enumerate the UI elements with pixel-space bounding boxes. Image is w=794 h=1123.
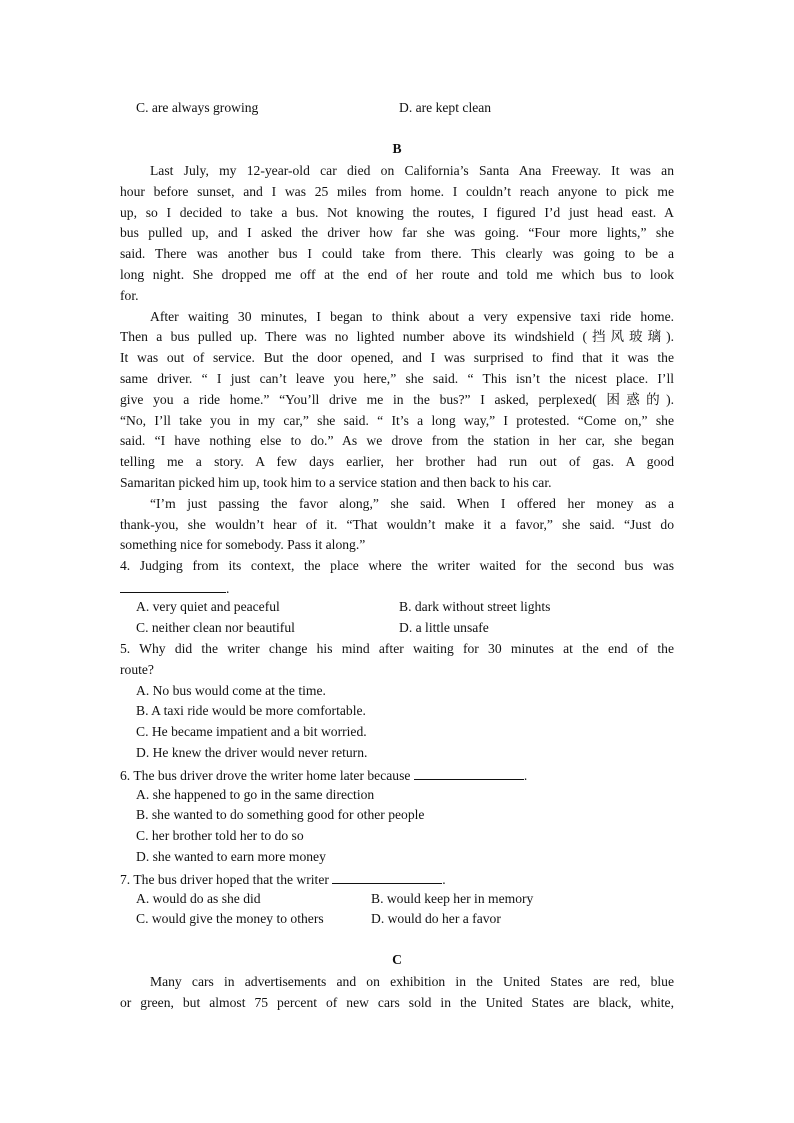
- question-5-option-b: B. A taxi ride would be more comfortable.: [136, 703, 366, 718]
- passage-b-line: thank-you, she wouldn’t hear of it. “That wouldn’t make it a favor,” she said. “Just do: [120, 517, 674, 532]
- question-5-stem-cont: route?: [120, 662, 154, 677]
- stem-tail: .: [442, 872, 446, 887]
- question-4-stem: 4. Judging from its context, the place where the writer waited for the second bus was: [120, 558, 674, 573]
- question-7-option-b: B. would keep her in memory: [371, 891, 534, 906]
- question-7-stem: 7. The bus driver hoped that the writer: [120, 872, 329, 887]
- question-6-option-a: A. she happened to go in the same direction: [136, 787, 375, 802]
- passage-b-line: said. “I have nothing else to do.” As we drove from the station in her car, she began: [120, 433, 674, 448]
- passage-b-line: Then a bus pulled up. There was no lighted number above its windshield (挡风玻璃).: [120, 329, 674, 344]
- answer-blank: [414, 767, 524, 780]
- passage-b-line: It was out of service. But the door opened, and I was surprised to find that it was the: [120, 350, 674, 365]
- question-6-stem: 6. The bus driver drove the writer home later because: [120, 768, 411, 783]
- passage-b-line: said. There was another bus I could take from there. This clearly was going to be a: [120, 246, 674, 261]
- stem-tail: .: [523, 768, 528, 783]
- passage-b-line: Samaritan picked him up, took him to a service station and then back to his car.: [120, 475, 552, 490]
- passage-b-line: give you a ride home.” “You’ll drive me in the bus?” I asked, perplexed( 困惑的).: [120, 392, 674, 407]
- option-d: D. are kept clean: [399, 100, 492, 115]
- passage-b-line: bus pulled up, and I asked the driver how far she was going. “Four more lights,” she: [120, 225, 674, 240]
- answer-blank: [332, 871, 442, 884]
- question-7-option-c: C. would give the money to others: [136, 911, 324, 926]
- question-5-stem: 5. Why did the writer change his mind after waiting for 30 minutes at the end of the: [120, 641, 674, 656]
- question-5-option-d: D. He knew the driver would never return.: [136, 745, 368, 760]
- question-7-option-d: D. would do her a favor: [371, 911, 501, 926]
- question-6-stem-line: [120, 767, 527, 783]
- passage-b-line: “No, I’ll take you in my car,” she said. “ It’s a long way,” I protested. “Come on,” she: [120, 413, 674, 428]
- passage-c-line: Many cars in advertisements and on exhibition in the United States are red, blue: [150, 974, 674, 989]
- answer-blank: [120, 580, 226, 593]
- question-4-option-b: B. dark without street lights: [399, 599, 551, 614]
- option-c: C. are always growing: [136, 100, 259, 115]
- question-4-blank: [120, 580, 229, 596]
- question-4-option-c: C. neither clean nor beautiful: [136, 620, 295, 635]
- passage-b-line: up, so I decided to take a bus. Not knowing the routes, I figured I’d just head east. A: [120, 205, 674, 220]
- question-7-stem-line: [120, 871, 446, 887]
- passage-b-line: something nice for somebody. Pass it along.”: [120, 537, 366, 552]
- question-6-option-d: D. she wanted to earn more money: [136, 849, 326, 864]
- passage-b-line: for.: [120, 288, 139, 303]
- passage-c-line: or green, but almost 75 percent of new cars sold in the United States are black, white,: [120, 995, 674, 1010]
- question-7-option-a: A. would do as she did: [136, 891, 261, 906]
- passage-b-line: “I’m just passing the favor along,” she said. When I offered her money as a: [150, 496, 674, 511]
- passage-b-line: same driver. “ I just can’t leave you here,” she said. “ This isn’t the nicest place. I’ll: [120, 371, 674, 386]
- passage-b-line: After waiting 30 minutes, I began to think about a very expensive taxi ride home.: [150, 309, 674, 324]
- question-4-option-a: A. very quiet and peaceful: [136, 599, 280, 614]
- question-6-option-c: C. her brother told her to do so: [136, 828, 304, 843]
- question-6-option-b: B. she wanted to do something good for other people: [136, 807, 425, 822]
- passage-b-line: Last July, my 12-year-old car died on California’s Santa Ana Freeway. It was an: [150, 163, 674, 178]
- stem-tail: .: [226, 581, 230, 596]
- section-b-heading: B: [392, 141, 402, 156]
- question-5-option-c: C. He became impatient and a bit worried.: [136, 724, 367, 739]
- passage-b-line: telling me a story. A few days earlier, her brother had run out of gas. A good: [120, 454, 674, 469]
- question-4-option-d: D. a little unsafe: [399, 620, 489, 635]
- passage-b-line: long night. She dropped me off at the end of her route and told me which bus to look: [120, 267, 674, 282]
- question-5-option-a: A. No bus would come at the time.: [136, 683, 326, 698]
- section-c-heading: C: [392, 952, 402, 967]
- passage-b-line: hour before sunset, and I was 25 miles from home. I couldn’t reach anyone to pick me: [120, 184, 674, 199]
